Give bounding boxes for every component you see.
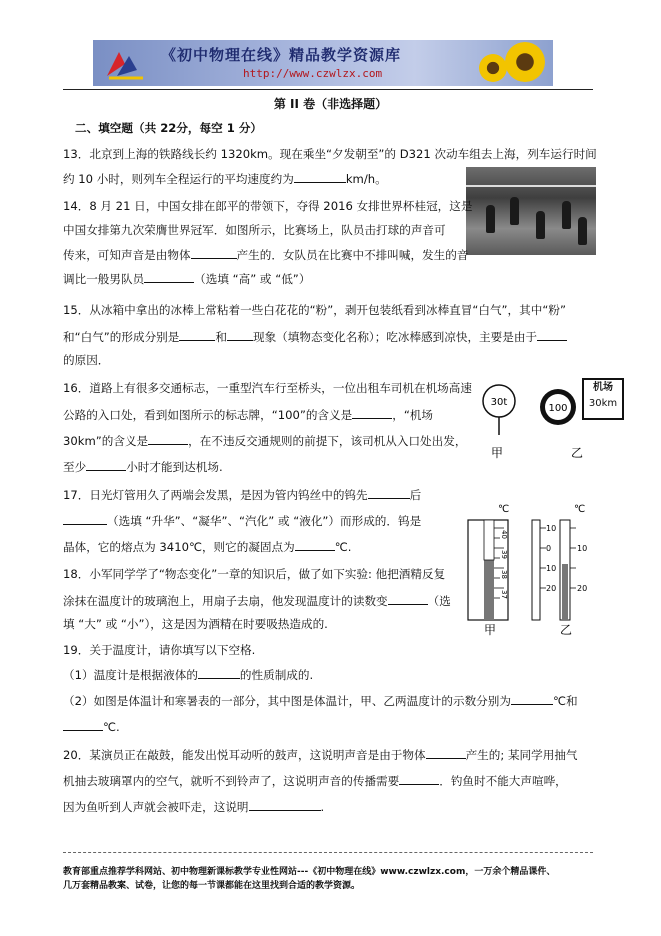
answer-blank	[179, 328, 215, 341]
q16-text: 至少	[63, 460, 87, 474]
answer-blank	[63, 512, 107, 525]
answer-blank	[148, 432, 188, 445]
q16-text: 30km”的含义是	[63, 434, 149, 448]
header-banner	[93, 40, 553, 86]
sunflower-icon	[505, 42, 545, 82]
answer-blank	[63, 718, 103, 731]
tick-right: 20	[577, 584, 588, 593]
q16-text: 公路的入口处，看到如图所示的标志牌，“100”的含义是	[63, 408, 353, 422]
answer-blank	[249, 798, 321, 811]
footer-line1: 教育部重点推荐学科网站、初中物理新课标教学专业性网站---《初中物理在线》www.czwlzx.com，一万余个精品课件、	[63, 867, 556, 877]
tick-right: 10	[577, 544, 588, 553]
q14-line3	[63, 246, 468, 263]
unit-label-right: ℃	[574, 504, 586, 515]
q14-text: （选填 “高” 或 “低”）	[194, 272, 311, 286]
answer-blank	[426, 746, 466, 759]
footer-line2: 几万套精品教案、试卷，让您的每一节课都能在这里找到合适的教学资源。	[63, 881, 361, 891]
thermo-label-jia: 甲	[484, 623, 497, 637]
sign1-text: 30t	[490, 397, 508, 408]
q17-line1	[63, 486, 421, 503]
q17-text: 后	[409, 488, 422, 502]
tick-left: 39	[500, 550, 508, 559]
q16-text: 小时才能到达机场.	[126, 460, 223, 474]
answer-blank	[86, 458, 126, 471]
q19-text: 的性质制成的.	[239, 668, 314, 682]
part-heading: 二、填空题（共 22分，每空 1 分）	[75, 121, 263, 135]
q17-text: 晶体，它的熔点为 3410℃，则它的凝固点为	[63, 540, 295, 554]
answer-blank	[511, 692, 553, 705]
q13-line2	[63, 170, 387, 187]
q18-line2	[63, 592, 451, 609]
q20-text: ．钓鱼时不能大声喧哗，	[439, 774, 567, 788]
q19-text: ℃和	[552, 694, 578, 708]
q16-line2	[63, 406, 433, 423]
answer-blank	[144, 270, 194, 283]
weight-limit-sign-icon	[483, 385, 515, 435]
q17-text: 17．日光灯管用久了两端会发黑，是因为管内钨丝中的钨先	[63, 488, 368, 502]
q20-line2	[63, 772, 567, 789]
answer-blank	[198, 666, 240, 679]
tick-right: 0	[546, 544, 552, 553]
q18-line1: 18．小军同学学了“物态变化”一章的知识后，做了如下实验: 他把酒精反复	[63, 567, 446, 581]
header-rule	[63, 89, 593, 90]
q14-line2: 中国女排第九次荣膺世界冠军．如图所示，比赛场上，队员击打球的声音可	[63, 223, 446, 237]
q16-text: ，“机场	[392, 408, 434, 422]
q16-text: ，在不违反交通规则的前提下，该司机从入口处出发，	[188, 434, 467, 448]
q19-line2	[63, 666, 313, 683]
q20-text: 产生的; 某同学用抽气	[465, 748, 578, 762]
answer-blank	[399, 772, 439, 785]
section-title: 第 II 卷（非选择题）	[273, 97, 388, 111]
site-logo-icon	[103, 46, 147, 80]
q17-line3	[63, 538, 351, 555]
q19-text: ℃.	[103, 720, 120, 734]
volleyball-photo	[466, 167, 596, 255]
q15-text: 和“白气”的形成分别是	[63, 330, 180, 344]
tick-right: 10	[546, 564, 557, 573]
tick-left: 38	[500, 570, 508, 579]
q20-text: .	[320, 800, 325, 814]
q18-text: （选	[427, 594, 451, 608]
q15-line2	[63, 328, 567, 345]
answer-blank	[388, 592, 428, 605]
tick-right: 10	[546, 524, 557, 533]
q17-text: （选填 “升华”、“凝华”、“汽化” 或 “液化”）而形成的．钨是	[107, 514, 422, 528]
q19-text: （2）如图是体温计和寒暑表的一部分，其中图是体温计，甲、乙两温度计的示数分别为	[63, 694, 511, 708]
q17-text: ℃.	[334, 540, 352, 554]
banner-title: 《初中物理在线》精品教学资源库	[161, 46, 402, 64]
q17-line2	[63, 512, 421, 529]
q14-text: 调比一般男队员	[63, 272, 145, 286]
banner-url[interactable]: http://www.czwlzx.com	[243, 67, 383, 80]
answer-blank	[294, 170, 346, 183]
q19-text: （1）温度计是根据液体的	[63, 668, 198, 682]
q15-line1: 15．从冰箱中拿出的冰棒上常粘着一些白花花的“粉”，剥开包装纸看到冰棒直冒“白气”，其中“粉”	[63, 303, 566, 317]
tick-left: 37	[500, 590, 508, 599]
q20-line3	[63, 798, 324, 815]
answer-blank	[191, 246, 237, 259]
answer-blank	[368, 486, 410, 499]
answer-blank	[295, 538, 335, 551]
airport-sign	[582, 378, 624, 420]
q19-line4	[63, 718, 120, 735]
traffic-signs-figure	[478, 377, 593, 462]
q19-line1: 19．关于温度计，请你填写以下空格.	[63, 643, 256, 657]
sunflower-icon	[479, 54, 507, 82]
answer-blank	[227, 328, 253, 341]
q14-line4	[63, 270, 310, 287]
q13-text: 约 10 小时，则列车全程运行的平均速度约为	[63, 172, 294, 186]
q13-line1: 13．北京到上海的铁路线长约 1320km。现在乘坐“夕发朝至”的 D321 次动车组去上海，列车运行时间	[63, 147, 597, 161]
sign3-line1: 机场	[593, 382, 613, 393]
sign-label-jia: 甲	[490, 446, 504, 460]
footer-rule	[63, 852, 593, 853]
q14-text: 传来，可知声音是由物体	[63, 248, 191, 262]
thermometers-figure	[460, 500, 600, 640]
unit-label-left: ℃	[498, 504, 510, 515]
q20-text: 因为鱼听到人声就会被吓走，这说明	[63, 800, 249, 814]
q16-line3	[63, 432, 466, 449]
q18-text: 涂抹在温度计的玻璃泡上，用扇子去扇，他发现温度计的读数变	[63, 594, 388, 608]
answer-blank	[352, 406, 392, 419]
q20-line1	[63, 746, 578, 763]
q19-line3	[63, 692, 578, 709]
q20-text: 20．某演员正在敲鼓，能发出悦耳动听的鼓声，这说明声音是由于物体	[63, 748, 426, 762]
thermo-label-yi: 乙	[560, 623, 573, 637]
sign-label-yi: 乙	[570, 446, 584, 460]
q16-line1: 16．道路上有很多交通标志，一重型汽车行至桥头，一位出租车司机在机场高速	[63, 381, 472, 395]
q13-unit: km/h。	[345, 172, 387, 186]
q15-text: 和	[215, 330, 227, 344]
answer-blank	[537, 328, 567, 341]
tick-left: 40	[500, 530, 508, 539]
q15-text: 现象（填物态变化名称）；吃冰棒感到凉快，主要是由于	[252, 330, 538, 344]
q16-line4	[63, 458, 223, 475]
q20-text: 机抽去玻璃罩内的空气，就听不到铃声了，这说明声音的传播需要	[63, 774, 400, 788]
q14-line1: 14．8 月 21 日，中国女排在郎平的带领下，夺得 2016 女排世界杯桂冠，这是	[63, 199, 473, 213]
tick-right: 20	[546, 584, 557, 593]
sign2-text: 100	[548, 403, 568, 414]
q15-line3: 的原因．	[63, 353, 110, 367]
sign3-line2: 30km	[588, 398, 618, 409]
q14-text: 产生的．女队员在比赛中不排叫喊，发生的音	[236, 248, 469, 262]
q18-line3: 填 “大” 或 “小”），这是因为酒精在时要吸热造成的.	[63, 617, 328, 631]
